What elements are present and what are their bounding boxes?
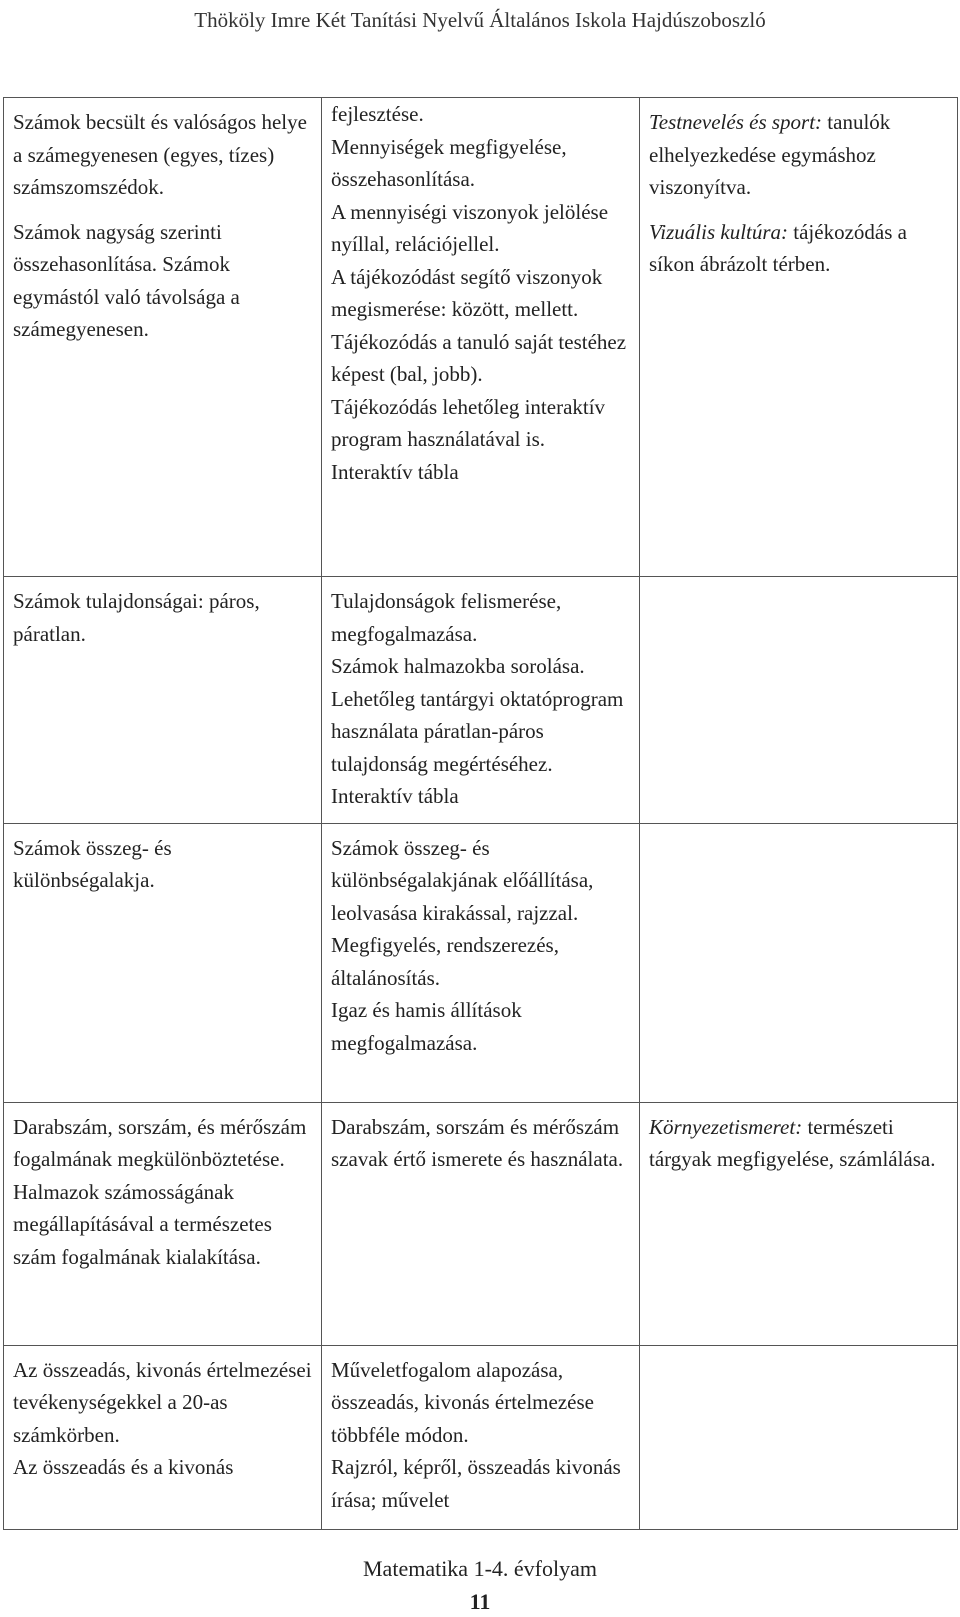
table-row xyxy=(4,823,958,1102)
activity-text: Darabszám, sorszám és mérőszám szavak értő ismerete és használata. xyxy=(331,1114,624,1171)
activity-text: Rajzról, képről, összeadás kivonás írása; művelet xyxy=(331,1455,621,1512)
connection-cell xyxy=(640,1345,958,1529)
connection-text xyxy=(649,106,949,204)
page-footer: Matematika 1-4. évfolyam xyxy=(363,1556,597,1581)
page-number: 11 xyxy=(469,1589,491,1614)
activity-text: Lehetőleg tantárgyi oktatóprogram használata páratlan-páros tulajdonság megértéséhez. Interaktív tábla xyxy=(331,686,624,808)
topic-cell xyxy=(4,98,322,577)
connection-desc: természeti tárgyak megfigyelése, számlálása. xyxy=(649,1114,936,1171)
topic-text: Az összeadás és a kivonás xyxy=(13,1455,234,1479)
activity-text: Tulajdonságok felismerése, megfogalmazása. xyxy=(331,589,562,646)
activity-text: Igaz és hamis állítások megfogalmazása. xyxy=(331,998,522,1055)
activity-cell xyxy=(322,1345,640,1529)
topic-cell xyxy=(4,577,322,824)
table-row xyxy=(4,577,958,824)
activity-text: Mennyiségek megfigyelése, összehasonlítása. xyxy=(331,134,567,191)
table-row xyxy=(4,1102,958,1345)
activity-text: A mennyiségi viszonyok jelölése nyíllal, relációjellel. xyxy=(331,199,609,256)
activity-cell xyxy=(322,823,640,1102)
connection-cell xyxy=(640,577,958,824)
activity-text: Számok halmazokba sorolása. xyxy=(331,654,585,678)
activity-text: Számok összeg- és különbségalakjának előállítása, leolvasása kirakással, rajzzal. xyxy=(331,835,594,925)
activity-text: A tájékozódást segítő viszonyok megismerése: között, mellett. xyxy=(331,264,603,321)
activity-text: Interaktív tábla xyxy=(331,459,459,484)
activity-cell xyxy=(322,98,640,577)
connection-text xyxy=(649,216,949,281)
connection-desc: tanulók elhelyezkedése egymáshoz viszonyítva. xyxy=(649,110,891,199)
table-row xyxy=(4,1345,958,1529)
connection-cell xyxy=(640,1102,958,1345)
topic-text: Számok összeg- és különbségalakja. xyxy=(13,835,172,892)
activity-text: Tájékozódás lehetőleg interaktív program használatával is. xyxy=(331,394,606,451)
topic-text: Számok becsült és valóságos helye a számegyenesen (egyes, tízes) számszomszédok. xyxy=(13,110,307,199)
activity-cell xyxy=(322,1102,640,1345)
connection-subject: Vizuális kultúra: xyxy=(649,219,789,244)
topic-text: Számok nagyság szerinti összehasonlítása. Számok egymástól való távolsága a számegyenesen. xyxy=(13,219,240,341)
activity-text: Tájékozódás a tanuló saját testéhez képest (bal, jobb). xyxy=(331,329,627,386)
activity-cell xyxy=(322,577,640,824)
activity-text: Megfigyelés, rendszerezés, általánosítás. xyxy=(331,933,559,990)
activity-text: Műveletfogalom alapozása, összeadás, kivonás értelmezése többféle módon. xyxy=(331,1357,594,1447)
topic-text: Számok tulajdonságai: páros, páratlan. xyxy=(13,589,260,646)
connection-subject: Környezetismeret: xyxy=(649,1114,803,1139)
topic-cell xyxy=(4,1102,322,1345)
topic-cell xyxy=(4,823,322,1102)
topic-text: Halmazok számosságának megállapításával a természetes szám fogalmának kialakítása. xyxy=(13,1179,272,1269)
topic-text: Az összeadás, kivonás értelmezései tevékenységekkel a 20-as számkörben. xyxy=(13,1357,312,1447)
table-row xyxy=(4,98,958,577)
connection-text xyxy=(649,1111,949,1176)
topic-cell xyxy=(4,1345,322,1529)
connection-cell xyxy=(640,823,958,1102)
connection-cell xyxy=(640,98,958,577)
topic-text: Darabszám, sorszám, és mérőszám fogalmának megkülönböztetése. xyxy=(13,1114,307,1171)
activity-text: fejlesztése. xyxy=(331,102,424,126)
page-header: Thököly Imre Két Tanítási Nyelvű Általános Iskola Hajdúszoboszló xyxy=(194,8,766,32)
curriculum-table xyxy=(3,97,958,1530)
connection-desc: tájékozódás a síkon ábrázolt térben. xyxy=(649,219,907,276)
connection-subject: Testnevelés és sport: xyxy=(649,110,823,134)
